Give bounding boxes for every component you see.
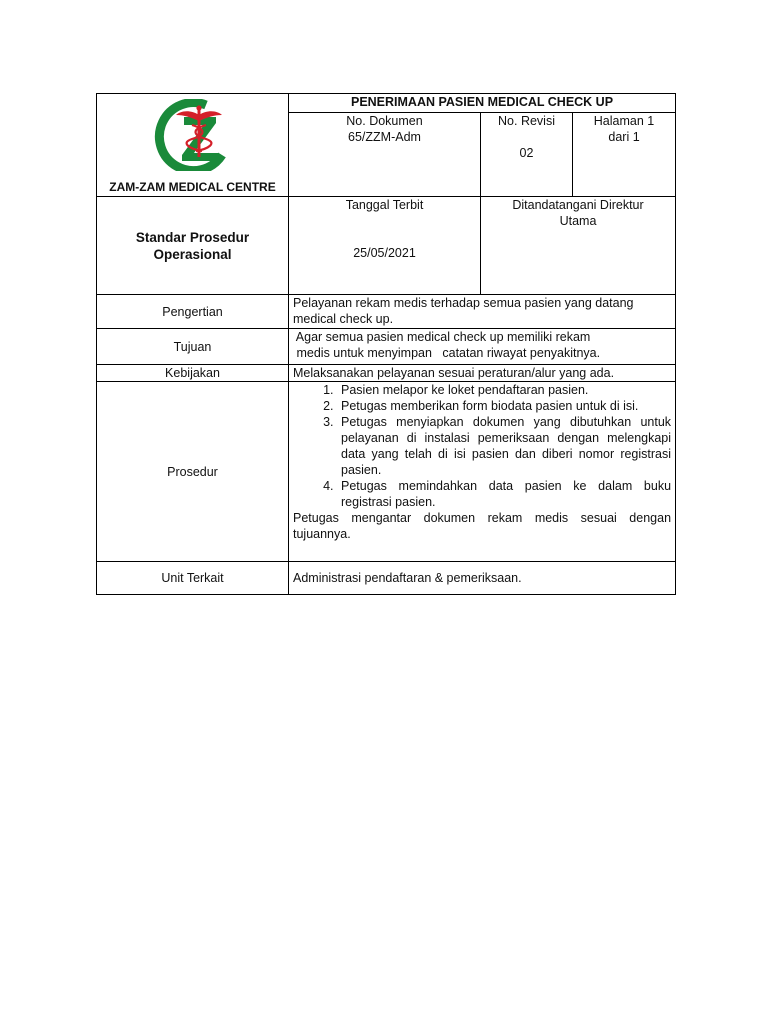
issue-date-value: 25/05/2021	[353, 246, 416, 260]
doc-number-label: No. Dokumen	[346, 114, 423, 128]
procedure-step: 4. Petugas memindahkan data pasien ke dalam buku registrasi pasien.	[337, 478, 671, 510]
page-of: dari 1	[608, 130, 640, 144]
doc-number-cell	[289, 113, 481, 197]
unit-terkait-text: Administrasi pendaftaran & pemeriksaan.	[289, 562, 676, 595]
procedure-steps-list	[293, 382, 671, 510]
kebijakan-text: Melaksanakan pelayanan sesuai peraturan/alur yang ada.	[289, 365, 676, 382]
sop-title-line2: Operasional	[153, 246, 232, 262]
tujuan-line2: medis untuk menyimpan catatan riwayat penyakitnya.	[293, 346, 601, 360]
sop-title	[97, 197, 289, 295]
kebijakan-label: Kebijakan	[97, 365, 289, 382]
pengertian-text: Pelayanan rekam medis terhadap semua pasien yang datang medical check up.	[289, 295, 676, 329]
zam-zam-caduceus-logo-icon	[154, 99, 232, 171]
signed-label-line1: Ditandatangani Direktur	[512, 198, 644, 212]
doc-number-value: 65/ZZM-Adm	[348, 130, 421, 144]
document-title: PENERIMAAN PASIEN MEDICAL CHECK UP	[289, 94, 676, 113]
procedure-closing: Petugas mengantar dokumen rekam medis sesuai dengan tujuannya.	[293, 511, 672, 541]
signed-label-line2: Utama	[559, 214, 597, 228]
sop-title-line1: Standar Prosedur	[135, 229, 250, 245]
prosedur-label: Prosedur	[97, 382, 289, 562]
tujuan-text	[289, 329, 676, 365]
procedure-step: 2. Petugas memberikan form biodata pasien untuk di isi.	[337, 398, 671, 414]
page-label: Halaman 1	[593, 114, 655, 128]
page-cell	[573, 113, 676, 197]
procedure-step: 1. Pasien melapor ke loket pendaftaran pasien.	[337, 382, 671, 398]
procedure-step: 3. Petugas menyiapkan dokumen yang dibutuhkan untuk pelayanan di instalasi pemeriksaan dengan melengkapi data yang telah di isi pasien dan diberi nomor registrasi pasien.	[337, 414, 671, 478]
organization-name: ZAM-ZAM MEDICAL CENTRE	[109, 180, 276, 194]
pengertian-label: Pengertian	[97, 295, 289, 329]
issue-date-cell	[289, 197, 481, 295]
revision-label: No. Revisi	[498, 114, 555, 128]
prosedur-content	[289, 382, 676, 562]
signature-cell	[481, 197, 676, 295]
revision-value: 02	[519, 146, 534, 160]
tujuan-label: Tujuan	[97, 329, 289, 365]
revision-cell	[481, 113, 573, 197]
issue-date-label: Tanggal Terbit	[345, 198, 424, 212]
unit-terkait-label: Unit Terkait	[97, 562, 289, 595]
logo-cell	[97, 94, 289, 197]
tujuan-line1: Agar semua pasien medical check up memiliki rekam	[293, 330, 591, 344]
sop-table	[96, 93, 676, 595]
